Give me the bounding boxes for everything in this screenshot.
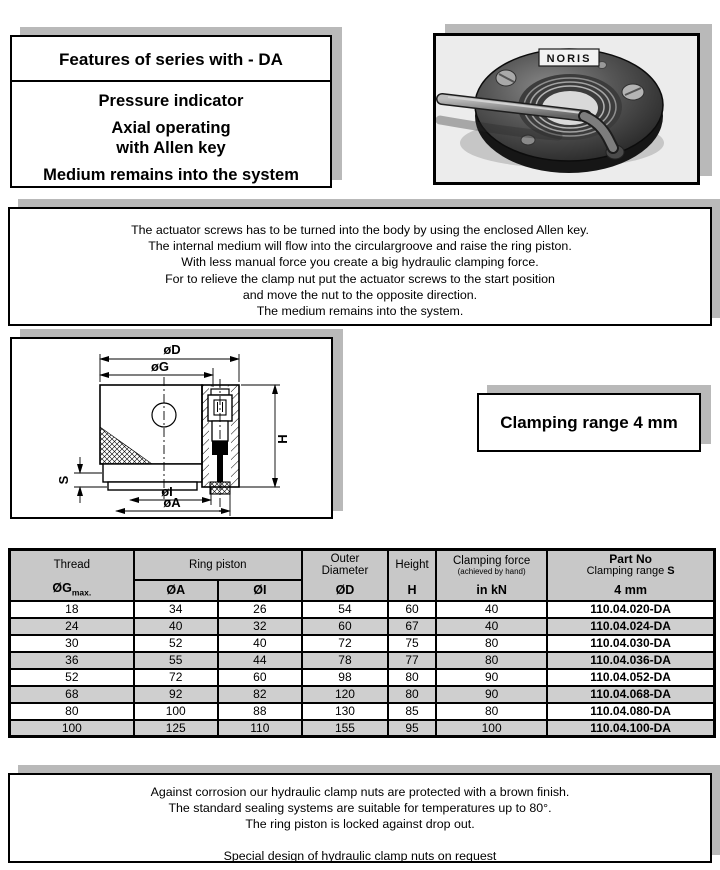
table-cell: 77 <box>388 652 436 669</box>
col-symbol-od: ØD <box>302 580 388 601</box>
table-cell: 155 <box>302 720 388 737</box>
col-header-clamping-force: Clamping force (achieved by hand) <box>436 550 547 580</box>
table-cell: 55 <box>134 652 218 669</box>
description-line: With less manual force you create a big hydraulic clamping force. <box>181 255 539 270</box>
table-cell: 40 <box>218 635 302 652</box>
table-cell: 60 <box>218 669 302 686</box>
col-header-ring-piston: Ring piston <box>134 550 302 580</box>
description-line: The internal medium will flow into the circulargroove and raise the ring piston. <box>148 239 572 254</box>
col-header-thread: Thread <box>10 550 134 580</box>
table-cell: 80 <box>388 669 436 686</box>
table-cell: 68 <box>10 686 134 703</box>
table-cell: 82 <box>218 686 302 703</box>
table-cell: 24 <box>10 618 134 635</box>
feature-item: Medium remains into the system <box>43 166 299 184</box>
table-cell: 110.04.068-DA <box>547 686 714 703</box>
table-cell: 34 <box>134 601 218 618</box>
table-cell: 80 <box>388 686 436 703</box>
table-cell: 95 <box>388 720 436 737</box>
table-cell: 40 <box>134 618 218 635</box>
table-header-row <box>10 580 715 601</box>
table-cell: 60 <box>302 618 388 635</box>
dim-label-H: H <box>275 434 290 444</box>
col-symbol-h: H <box>388 580 436 601</box>
table-cell: 18 <box>10 601 134 618</box>
brand-label: NORIS <box>546 53 592 65</box>
table-cell: 110.04.024-DA <box>547 618 714 635</box>
footer-line: Special design of hydraulic clamp nuts on request <box>223 849 497 863</box>
table-cell: 26 <box>218 601 302 618</box>
table-cell: 30 <box>10 635 134 652</box>
table-cell: 110 <box>218 720 302 737</box>
dim-label-oA: øA <box>163 495 181 510</box>
table-cell: 72 <box>302 635 388 652</box>
table-cell: 40 <box>436 618 547 635</box>
table-cell: 125 <box>134 720 218 737</box>
footer-line: Against corrosion our hydraulic clamp nuts are protected with a brown finish. <box>150 785 570 799</box>
table-cell: 80 <box>436 652 547 669</box>
table-cell: 44 <box>218 652 302 669</box>
description-line: For to relieve the clamp nut put the actuator screws to the start position <box>165 271 555 286</box>
table-cell: 60 <box>388 601 436 618</box>
col-unit-kn: in kN <box>436 580 547 601</box>
col-symbol-thread: $ØG_{max.}$ <box>10 580 134 601</box>
table-row <box>10 686 715 703</box>
spec-table <box>8 548 716 738</box>
table-cell: 90 <box>436 686 547 703</box>
features-box <box>10 35 332 188</box>
table-cell: 80 <box>436 703 547 720</box>
table-row <box>10 635 715 652</box>
product-photo-box <box>433 33 700 185</box>
table-cell: 52 <box>134 635 218 652</box>
table-cell: 75 <box>388 635 436 652</box>
feature-item: Pressure indicator <box>98 92 244 110</box>
spec-table-wrap <box>8 548 716 738</box>
col-symbol-oa: ØA <box>134 580 218 601</box>
ring-piston-section <box>103 464 202 482</box>
table-row <box>10 652 715 669</box>
features-title: Features of series with - DA <box>12 37 330 82</box>
footer-box <box>8 773 712 863</box>
table-row <box>10 669 715 686</box>
clamping-range-box <box>477 393 701 452</box>
table-cell: 110.04.100-DA <box>547 720 714 737</box>
table-cell: 92 <box>134 686 218 703</box>
dim-label-oD: øD <box>163 342 181 357</box>
table-row <box>10 618 715 635</box>
table-body <box>10 601 715 737</box>
dim-label-S: S <box>56 475 71 485</box>
table-cell: 36 <box>10 652 134 669</box>
table-cell: 110.04.020-DA <box>547 601 714 618</box>
col-unit-mm: 4 mm <box>547 580 714 601</box>
table-cell: 78 <box>302 652 388 669</box>
drawing-box <box>10 337 333 519</box>
table-cell: 110.04.036-DA <box>547 652 714 669</box>
col-symbol-oi: ØI <box>218 580 302 601</box>
table-cell: 54 <box>302 601 388 618</box>
table-cell: 67 <box>388 618 436 635</box>
dim-label-oG: øG <box>150 359 170 374</box>
table-cell: 110.04.052-DA <box>547 669 714 686</box>
col-header-height: Height <box>388 550 436 580</box>
footer-line: The standard sealing systems are suitable for temperatures up to 80°. <box>168 801 552 815</box>
technical-drawing <box>12 339 331 517</box>
table-cell: 98 <box>302 669 388 686</box>
table-cell: 88 <box>218 703 302 720</box>
description-line: The medium remains into the system. <box>256 304 464 319</box>
product-photo <box>436 36 697 182</box>
table-cell: 130 <box>302 703 388 720</box>
dim-label-oI: øI <box>161 484 173 499</box>
table-cell: 72 <box>134 669 218 686</box>
table-cell: 40 <box>436 601 547 618</box>
table-row <box>10 720 715 737</box>
description-box <box>8 207 712 326</box>
table-row <box>10 601 715 618</box>
table-cell: 100 <box>436 720 547 737</box>
table-cell: 80 <box>436 635 547 652</box>
table-cell: 110.04.030-DA <box>547 635 714 652</box>
table-header-row <box>10 550 715 580</box>
footer-line: The ring piston is locked against drop out. <box>245 817 475 831</box>
col-header-part-no: Part No Clamping range S <box>547 550 714 580</box>
table-cell: 80 <box>10 703 134 720</box>
table-cell: 100 <box>134 703 218 720</box>
feature-item: with Allen key <box>116 139 226 157</box>
col-header-outer-diameter: Outer Diameter <box>302 550 388 580</box>
table-cell: 110.04.080-DA <box>547 703 714 720</box>
table-cell: 100 <box>10 720 134 737</box>
table-row <box>10 703 715 720</box>
footer-line <box>10 832 710 848</box>
description-line: The actuator screws has to be turned into the body by using the enclosed Allen key. <box>131 223 589 237</box>
description-line: and move the nut to the opposite direction. <box>242 287 478 302</box>
table-cell: 90 <box>436 669 547 686</box>
table-cell: 52 <box>10 669 134 686</box>
table-cell: 32 <box>218 618 302 635</box>
feature-item: Axial operating <box>111 119 231 137</box>
clamping-range-text: Clamping range 4 mm <box>500 412 678 432</box>
table-cell: 120 <box>302 686 388 703</box>
table-cell: 85 <box>388 703 436 720</box>
